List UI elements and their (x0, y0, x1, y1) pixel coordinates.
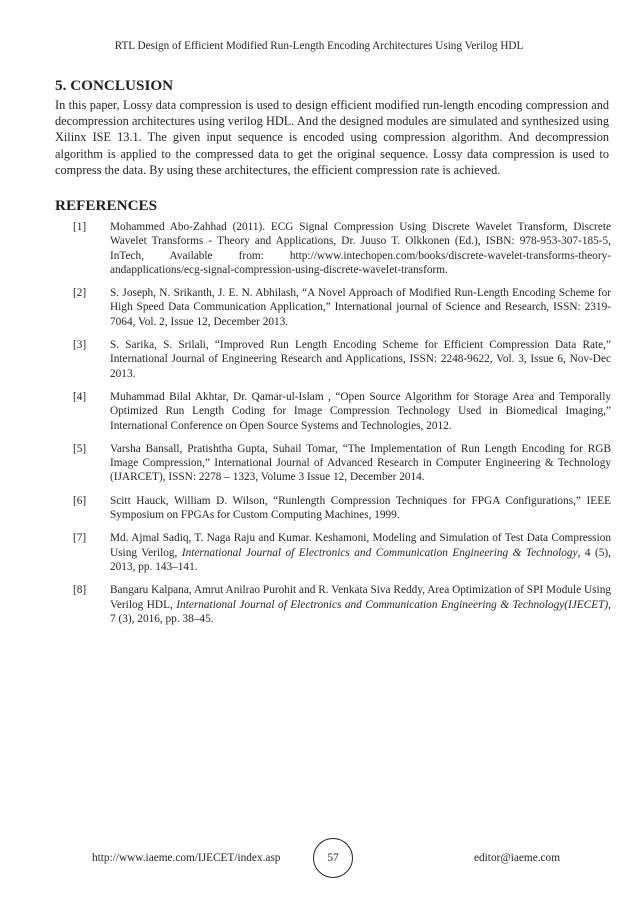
editor-email: editor@iaeme.com (474, 852, 560, 864)
reference-text: Mohammed Abo-Zahhad (2011). ECG Signal Compression Using Discrete Wavelet Transform, Discrete Wavelet Transforms - Theory and Applications, Dr. Juuso T. Olkkonen (Ed.), ISBN: 978-953-307-185-5, InTech, Available from: http://www.intechopen.com/books/discrete-wavelet-transforms-theory-andapplications/ecg-signal-compression-using-discrete-wavelet-transform. (110, 221, 611, 276)
reference-list (55, 220, 611, 635)
reference-number: [3] (73, 339, 87, 352)
reference-text: S. Sarika, S. Srilali, “Improved Run Length Encoding Scheme for Efficient Compression Data Rate,” International Journal of Engineering Research and Applications, ISSN: 2248-9622, Vol. 3, Issue 6, Nov-Dec 2013. (110, 339, 611, 380)
running-header: RTL Design of Efficient Modified Run-Length Encoding Architectures Using Verilog HDL (114, 40, 524, 52)
reference-text: Muhammad Bilal Akhtar, Dr. Qamar-ul-Islam , “Open Source Algorithm for Storage Area and Temporally Optimized Run Length Coding for Image Compression Technology Used in Biomedical Imaging,” International Conference on Open Source Systems and Technologies, 2012. (110, 390, 611, 432)
reference-item (55, 494, 611, 523)
reference-item (55, 442, 611, 485)
reference-text-after: , 4 (5), 2013, pp. 143–141. (110, 546, 611, 573)
reference-text-before: Bangaru Kalpana, Amrut Anilrao Purohit and R. Venkata Siva Reddy, Area Optimization of SPI Module Using Verilog HDL, (110, 584, 611, 611)
reference-item (55, 531, 611, 574)
reference-journal: International Journal of Electronics and Communication Engineering & Technology (181, 546, 578, 559)
reference-text: Scitt Hauck, William D. Wilson, “Runlength Compression Techniques for FPGA Configurations,” IEEE Symposium on FPGAs for Custom Computing Machines, 1999. (110, 494, 611, 522)
reference-number: [4] (73, 390, 87, 403)
reference-number: [5] (73, 442, 87, 455)
reference-item (55, 220, 611, 277)
reference-number: [7] (73, 532, 87, 545)
reference-text (110, 583, 611, 626)
page-number-badge: 57 (313, 838, 353, 878)
reference-number: [1] (73, 221, 87, 233)
reference-journal: International Journal of Electronics and Communication Engineering & Technology(IJECET), (176, 598, 611, 611)
reference-text: Varsha Bansall, Pratishtha Gupta, Suhail Tomar, “The Implementation of Run Length Encoding for RGB Image Compression,” International Journal of Advanced Research in Computer Engineering & Technology (IJARCET), ISSN: 2278 – 1323, Volume 3 Issue 12, December 2014. (110, 442, 611, 484)
reference-number: [6] (73, 494, 87, 507)
conclusion-paragraph: In this paper, Lossy data compression is used to design efficient modified run-length encoding compression and decompression architectures using verilog HDL. And the designed modules are simulated and synthesized using Xilinx ISE 13.1. The given input sequence is encoded using compression algorithm. And decompression algorithm is applied to the compressed data to get the original sequence. Lossy data compression is used to compress the data. By using these architectures, the efficient compression rate is achieved. (55, 98, 609, 177)
references-heading: REFERENCES (55, 197, 158, 214)
conclusion-heading: 5. CONCLUSION (55, 77, 174, 94)
reference-item (55, 286, 611, 329)
reference-text-after: 7 (3), 2016, pp. 38–45. (110, 612, 214, 625)
journal-url: http://www.iaeme.com/IJECET/index.asp (92, 852, 281, 864)
reference-text: S. Joseph, N. Srikanth, J. E. N. Abhilash, “A Novel Approach of Modified Run-Length Encoding Scheme for High Speed Data Communication Application,” International journal of Science and Research, ISSN: 2319-7064, Vol. 2, Issue 12, December 2013. (110, 287, 611, 328)
reference-number: [2] (73, 287, 87, 300)
reference-text-before: Md. Ajmal Sadiq, T. Naga Raju and Kumar. Keshamoni, Modeling and Simulation of Test Data Compression Using Verilog, (110, 532, 611, 559)
reference-item (55, 338, 611, 381)
reference-number: [8] (73, 584, 87, 597)
reference-item (55, 390, 611, 433)
reference-item (55, 583, 611, 626)
reference-text (110, 531, 611, 574)
page-footer (0, 838, 638, 878)
